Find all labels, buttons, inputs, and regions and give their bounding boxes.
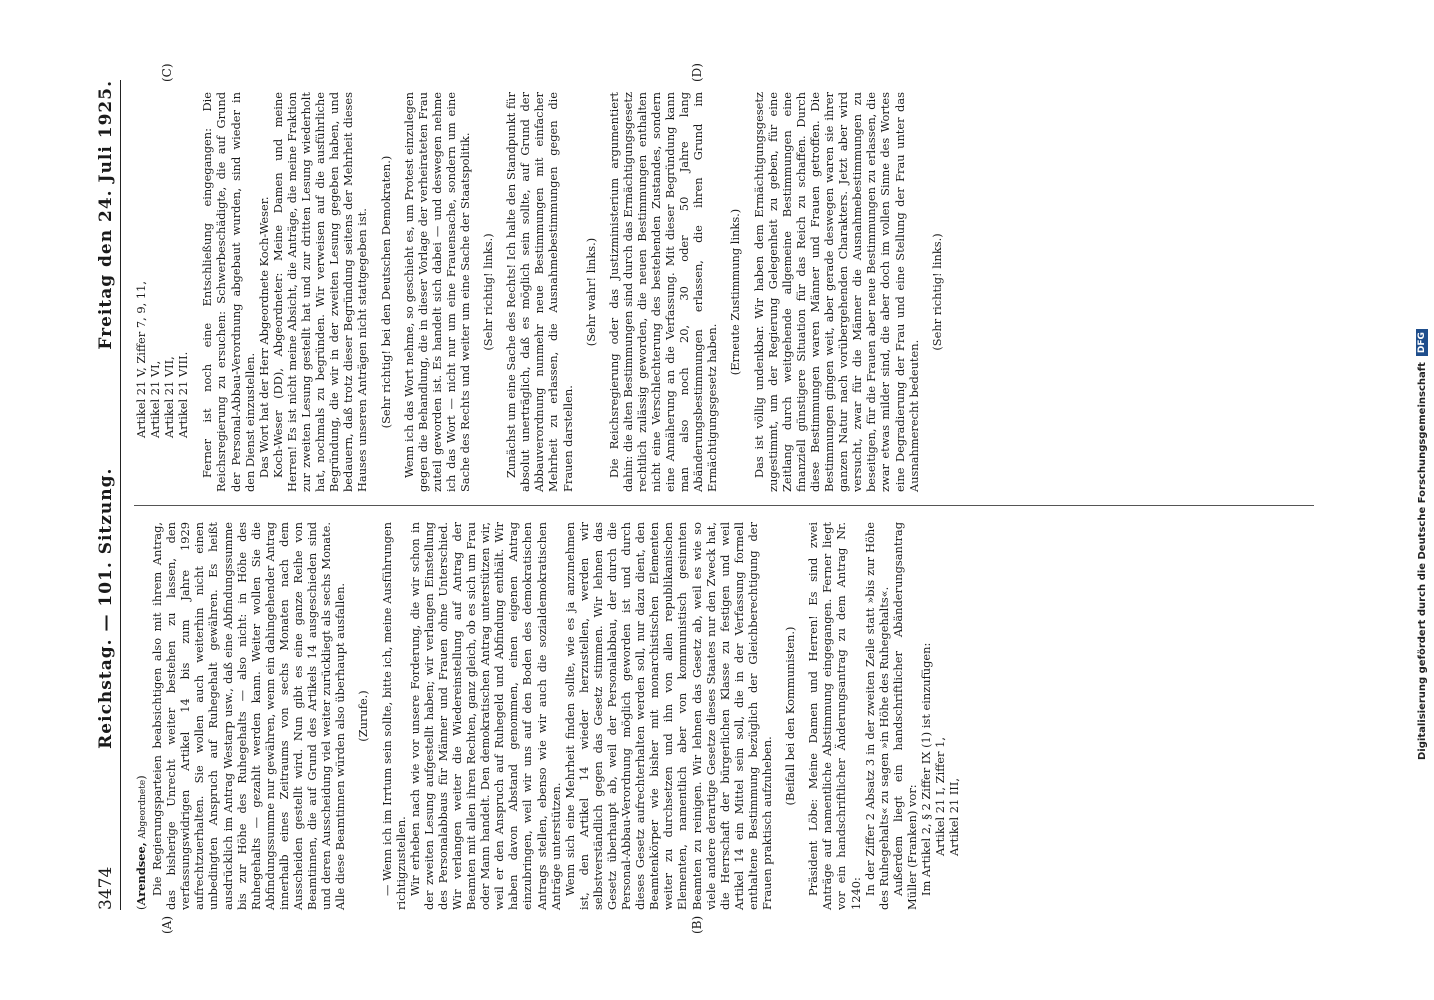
interjection: (Sehr richtig! bei den Deutschen Demokraten.) [378, 155, 393, 429]
left-column [134, 522, 961, 910]
digitization-note: Digitalisierung gefördert durch die Deutsche Forschungsgemeinschaft [1416, 362, 1428, 760]
margin-marker-a: (A) [160, 915, 174, 934]
paragraph: Die Reichsregierung oder das Justizministerium argumentiert dahin: die alten Bestimmungen sind durch das Ermächtigungsgesetz rechtlich zulässig geworden, die neuen Bestimmungen enthalten nicht eine Verschlechterung des bestehenden Zustandes, sondern eine Annäherung an die Verfassung. Mit dieser Begründung kann man also noch 20, 30 oder 50 Jahre lang Abänderungsbestimmungen erlassen, die ihren Grund im Ermächtigungsgesetz haben. [606, 92, 720, 492]
paragraph: Präsident Löbe: Meine Damen und Herren! Es sind zwei Anträge auf namentliche Abstimmung eingegangen. Ferner liegt vor ein handschriftlicher Änderungsantrag zu dem Antrag Nr. 1240: [806, 522, 863, 910]
paragraph: Im Artikel 2, § 2 Ziffer IX (1) ist einzufügen: [918, 642, 933, 896]
column-divider [134, 505, 1314, 506]
digitization-strip [1410, 0, 1434, 1000]
interjection: (Erneute Zustimmung links.) [728, 208, 743, 376]
interjection: (Zurufe.) [356, 690, 371, 742]
article-line: Artikel 21 III, [947, 777, 962, 856]
margin-marker-b: (B) [690, 915, 704, 934]
paragraph: Wenn ich das Wort nehme, so geschieht es, um Protest einzulegen gegen die Behandlung, die in dieser Vorlage der verheirateten Frau zuteil geworden ist. Es handelt sich dabei — und deswegen nehme ich das Wort — nicht nur um eine Frauensache, sondern um eine Sache des Rechts und weiter um eine Sache der Staatspolitik. [401, 92, 472, 492]
paragraph: Das Wort hat der Herr Abgeordnete Koch-Weser. [256, 196, 271, 478]
paragraph: Wenn sich eine Mehrheit finden sollte, wie es ja anzunehmen ist, den Artikel 14 wieder herzustellen, werden wir selbstverständlich gegen das Gesetz stimmen. Wir lehnen das Gesetz überhaupt ab, weil der Personalabbau, der durch die Personal-Abbau-Verordnung möglich geworden ist und durch dieses Gesetz aufrechterhalten werden soll, nur dazu dient, den Beamtenkörper wie bisher mit monarchistischen Elementen weiter zu durchsetzen und ihn von allen republikanischen Elementen, namentlich aber von kommunistisch gesinnten Beamten zu reinigen. Wir lehnen das Gesetz ab, weil es wie so viele andere derartige Gesetze dieses Staates nur den Zweck hat, die Herrschaft der bürgerlichen Klasse zu festigen und weil Artikel 14 ein Mittel sein soll, die in der Verfassung formell enthaltene Bestimmung bezüglich der Gleichberechtigung der Frauen praktisch aufzuheben. [562, 522, 775, 910]
paragraph: In der Ziffer 2 Absatz 3 in der zweiten Zeile statt »bis zur Höhe des Ruhegehalts« zu sagen »in Höhe des Ruhegehalts«. [862, 522, 891, 910]
article-line: Artikel 21 VII, [162, 356, 177, 438]
page-header [92, 80, 121, 910]
speaker-intro: (Arendsee, Abgeordnete) [134, 775, 148, 910]
margin-marker-c: (C) [160, 63, 174, 82]
paragraph: Außerdem liegt ein handschriftlicher Abänderungsantrag Müller (Franken) vor: [890, 522, 919, 910]
page-title: Reichstag. — 101. Sitzung. [96, 467, 116, 749]
paragraph: — Wenn ich im Irrtum sein sollte, bitte ich, meine Ausführungen richtigzustellen. [379, 522, 408, 910]
paragraph: Die Regierungsparteien beabsichtigen also mit ihrem Antrag, das bisherige Unrecht weiter bestehen zu lassen, den verfassungswidrigen Artikel 14 bis zum Jahre 1929 aufrechtzuerhalten. Sie wollen auch weiterhin nicht einen unbedingten Anspruch auf Ruhegehalt gewähren. Es heißt ausdrücklich im Antrag Westarp usw., daß eine Abfindungssumme bis zur Höhe des Ruhegehalts — also nicht: in Höhe des Ruhegehalts — gezahlt werden kann. Weiter wollen Sie die Abfindungssumme nur gewähren, wenn ein dahingehender Antrag innerhalb eines Zeitraums von sechs Monaten nach dem Ausscheiden gestellt wird. Nun gibt es eine ganze Reihe von Beamtinnen, die auf Grund des Artikels 14 ausgeschieden sind und deren Ausscheidung viel weiter zurückliegt als sechs Monate. Alle diese Beamtinnen würden also überhaupt ausfallen. [150, 522, 348, 910]
article-line: Artikel 21 I, Ziffer 1, [933, 737, 948, 856]
article-line: Artikel 21 VI, [148, 360, 163, 438]
interjection: (Sehr wahr! links.) [583, 237, 598, 347]
page-number: 3474 [96, 866, 116, 910]
article-line: Artikel 21 VIII. [176, 351, 191, 438]
article-line: Artikel 21 V, Ziffer 7, 9, 11, [134, 281, 148, 438]
paragraph: Wir erheben nach wie vor unsere Forderung, die wir schon in der zweiten Lesung aufgestellt haben; wir verlangen Einstellung des Personalabbaus für Männer und Frauen ohne Unterschied. Wir verlangen weiter die Wiedereinstellung auf Antrag der Beamten mit allen ihren Rechten, ganz gleich, ob es sich um Frau oder Mann handelt. Den demokratischen Antrag unterstützen wir, weil er den Anspruch auf Ruhegeld und Abfindung enthält. Wir haben davon Abstand genommen, einen eigenen Antrag einzubringen, weil wir uns auf den Boden des demokratischen Antrags stellen, ebenso wie wir auch die sozialdemokratischen Anträge unterstützen. [407, 522, 563, 910]
paragraph: Koch-Weser (DD), Abgeordneter: Meine Damen und meine Herren! Es ist nicht meine Absicht, die Anträge, die meine Fraktion zur zweiten Lesung gestellt hat und zur dritten Lesung wiederholt hat, nochmals zu begründen. Wir verweisen auf die ausführliche Begründung, die wir in der zweiten Lesung gegeben haben, und bedauern, daß trotz dieser Begründung seitens der Mehrheit dieses Hauses unseren Anträgen nicht stattgegeben ist. [270, 92, 370, 492]
paragraph: Zunächst um eine Sache des Rechts! Ich halte den Standpunkt für absolut unerträglich, daß es möglich sein sollte, auf Grund der Abbauverordnung nunmehr neue Bestimmungen mit einfacher Mehrheit zu erlassen, die Ausnahmebestimmungen gegen die Frauen darstellen. [504, 92, 575, 492]
interjection: (Sehr richtig! links.) [481, 233, 496, 351]
paragraph: Das ist völlig undenkbar. Wir haben dem Ermächtigungsgesetz zugestimmt, um der Regierung Gelegenheit zu geben, für eine Zeitlang durch weitgehende allgemeine Bestimmungen eine finanziell günstigere Situation für das Reich zu schaffen. Durch diese Bestimmungen waren Männer und Frauen getroffen. Die Bestimmungen gingen weit, aber gerade deswegen waren sie ihrer ganzen Natur nach vorübergehenden Charakters. Jetzt aber wird versucht, zwar für die Männer die Ausnahmebestimmungen zu beseitigen, für die Frauen aber neue Bestimmungen zu erlassen, die zwar etwas milder sind, die aber doch im vollen Sinne des Wortes eine Degradierung der Frau und eine Stellung der Frau unter das Ausnahmerecht bedeuten. [751, 92, 921, 492]
margin-marker-d: (D) [690, 63, 704, 82]
interjection: (Beifall bei den Kommunisten.) [783, 626, 798, 806]
right-column [134, 92, 953, 492]
interjection: (Sehr richtig! links.) [929, 233, 944, 351]
page-date: Freitag den 24. Juli 1925. [96, 80, 116, 350]
dfg-logo: DFG [1416, 329, 1428, 356]
paragraph: Ferner ist noch eine Entschließung eingegangen: Die Reichsregierung zu ersuchen: Schwerbeschädigte, die auf Grund der Personal-Abbau-Verordnung abgebaut wurden, sind wieder in den Dienst einzustellen. [200, 92, 257, 492]
